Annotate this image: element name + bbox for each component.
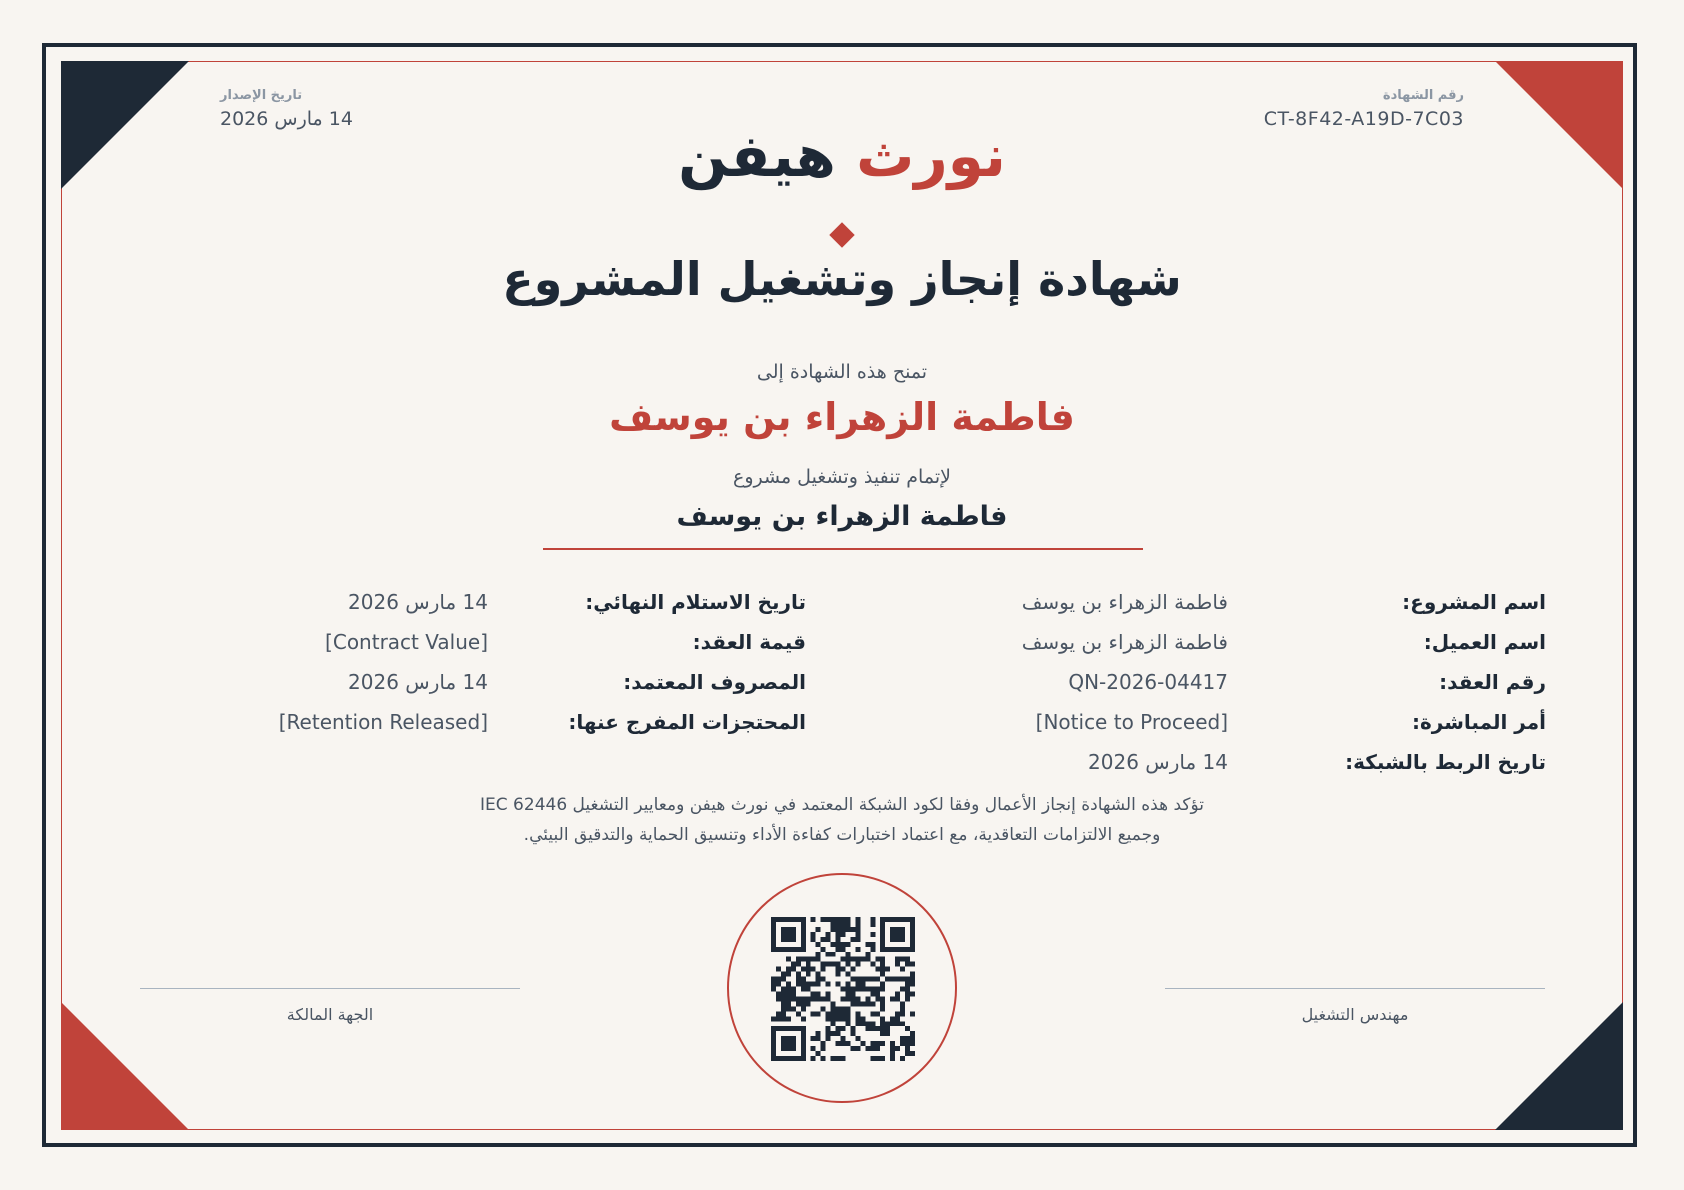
detail-label: تاريخ الاستلام النهائي: [585, 590, 806, 614]
detail-value: فاطمة الزهراء بن يوسف [1021, 630, 1228, 654]
detail-label: قيمة العقد: [692, 630, 806, 654]
recipient-name: فاطمة الزهراء بن يوسف [609, 395, 1075, 439]
issue-date-label: تاريخ الإصدار [220, 88, 303, 103]
brand-name-main: هيفن [678, 122, 836, 190]
detail-value: 14 مارس 2026 [348, 670, 488, 694]
owner-signature-line [140, 988, 520, 989]
certification-statement [442, 790, 1242, 850]
qr-code-icon[interactable] [771, 917, 915, 1061]
detail-label: اسم العميل: [1423, 630, 1546, 654]
project-name: فاطمة الزهراء بن يوسف [676, 501, 1008, 532]
detail-value: [Notice to Proceed] [1035, 710, 1228, 734]
detail-value: 14 مارس 2026 [348, 590, 488, 614]
name-divider [543, 548, 1143, 550]
detail-value: فاطمة الزهراء بن يوسف [1021, 590, 1228, 614]
detail-value: [Contract Value] [325, 630, 488, 654]
certificate-title: شهادة إنجاز وتشغيل المشروع [502, 252, 1182, 306]
detail-label: تاريخ الربط بالشبكة: [1345, 750, 1546, 774]
detail-row-project [946, 590, 1546, 620]
issue-date: 14 مارس 2026 [220, 108, 353, 130]
engineer-signature-line [1165, 988, 1545, 989]
detail-row-grid-date [946, 750, 1546, 780]
statement-line: وجميع الالتزامات التعاقدية، مع اعتماد اختبارات كفاءة الأداء وتنسيق الحماية والتدقيق البيئي. [523, 825, 1161, 845]
owner-signature-label: الجهة المالكة [286, 1005, 374, 1024]
detail-row-notice [946, 710, 1546, 740]
certificate-number: CT-8F42-A19D-7C03 [1263, 108, 1464, 130]
detail-label: أمر المباشرة: [1411, 710, 1546, 734]
for-completing-label: لإتمام تنفيذ وتشغيل مشروع [733, 466, 951, 488]
detail-row-contract-number [946, 670, 1546, 700]
detail-label: المحتجزات المفرج عنها: [568, 710, 806, 734]
statement-line: تؤكد هذه الشهادة إنجاز الأعمال وفقا لكود الشبكة المعتمد في نورث هيفن ومعايير التشغيل IEC 62446 [480, 795, 1204, 815]
detail-label: المصروف المعتمد: [623, 670, 806, 694]
certificate-number-label: رقم الشهادة [1382, 88, 1464, 103]
detail-label: اسم المشروع: [1402, 590, 1546, 614]
detail-row-final-acceptance [206, 590, 806, 620]
detail-value: 14 مارس 2026 [1088, 750, 1228, 774]
detail-row-retention [206, 710, 806, 740]
detail-row-approved-spend [206, 670, 806, 700]
brand-name-accent: نورث [856, 122, 1006, 190]
detail-row-contract-value [206, 630, 806, 660]
brand-logo [0, 122, 1684, 190]
awarded-to-label: تمنح هذه الشهادة إلى [756, 361, 928, 383]
detail-row-client [946, 630, 1546, 660]
detail-label: رقم العقد: [1439, 670, 1546, 694]
engineer-signature-label: مهندس التشغيل [1301, 1005, 1409, 1024]
detail-value: [Retention Released] [278, 710, 488, 734]
detail-value: QN-2026-04417 [1068, 670, 1228, 694]
